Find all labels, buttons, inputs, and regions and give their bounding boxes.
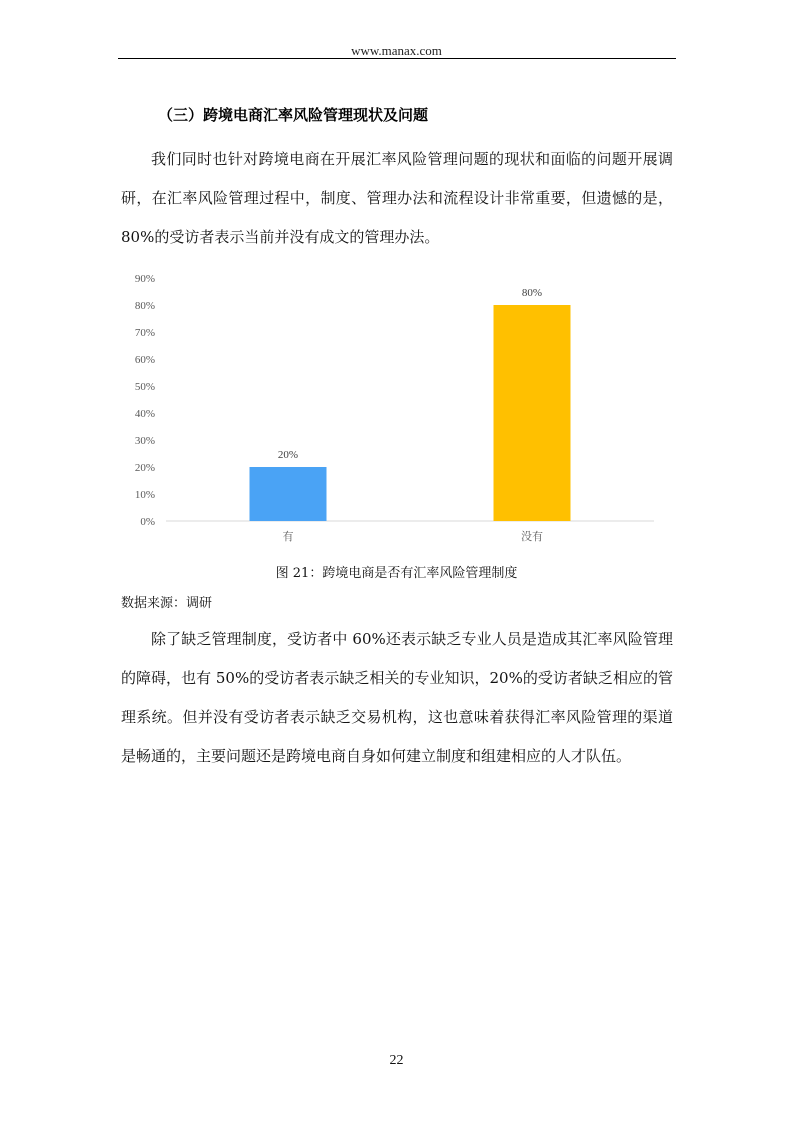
y-tick-label: 90% xyxy=(134,273,155,285)
bar xyxy=(494,305,571,521)
figure-caption: 图 21：跨境电商是否有汇率风险管理制度 xyxy=(275,566,518,581)
bar-chart-svg xyxy=(118,266,678,556)
x-category-label: 有 xyxy=(282,530,294,543)
bar xyxy=(250,467,327,521)
y-tick-label: 0% xyxy=(140,516,155,528)
y-tick-label: 70% xyxy=(134,327,155,339)
source-note: 数据来源：调研 xyxy=(121,596,213,611)
bar-chart xyxy=(118,266,678,556)
x-category-label: 没有 xyxy=(521,530,543,543)
page-number: 22 xyxy=(389,1053,404,1068)
data-label: 80% xyxy=(521,287,543,299)
data-label: 20% xyxy=(277,449,299,461)
y-tick-label: 60% xyxy=(134,354,155,366)
paragraph-1: 我们同时也针对跨境电商在开展汇率风险管理问题的现状和面临的问题开展调研，在汇率风险管理过程中，制度、管理办法和流程设计非常重要，但遗憾的是，80%的受访者表示当前并没有成文的管理办法。 xyxy=(121,150,673,246)
y-tick-label: 30% xyxy=(134,435,155,447)
y-tick-label: 10% xyxy=(134,489,155,501)
section-heading: （三）跨境电商汇率风险管理现状及问题 xyxy=(158,106,429,124)
y-tick-label: 80% xyxy=(134,300,155,312)
y-tick-label: 40% xyxy=(134,408,155,420)
y-tick-label: 20% xyxy=(134,462,155,474)
header-rule xyxy=(118,58,676,59)
paragraph-2: 除了缺乏管理制度，受访者中 60%还表示缺乏专业人员是造成其汇率风险管理的障碍，也有 50%的受访者表示缺乏相关的专业知识，20%的受访者缺乏相应的管理系统。但并没有受访者表示缺乏交易机构，这也意味着获得汇率风险管理的渠道是畅通的，主要问题还是跨境电商自身如何建立制度和组建相应的人才队伍。 xyxy=(121,630,673,765)
header-url: www.manax.com xyxy=(351,43,442,58)
y-tick-label: 50% xyxy=(134,381,155,393)
